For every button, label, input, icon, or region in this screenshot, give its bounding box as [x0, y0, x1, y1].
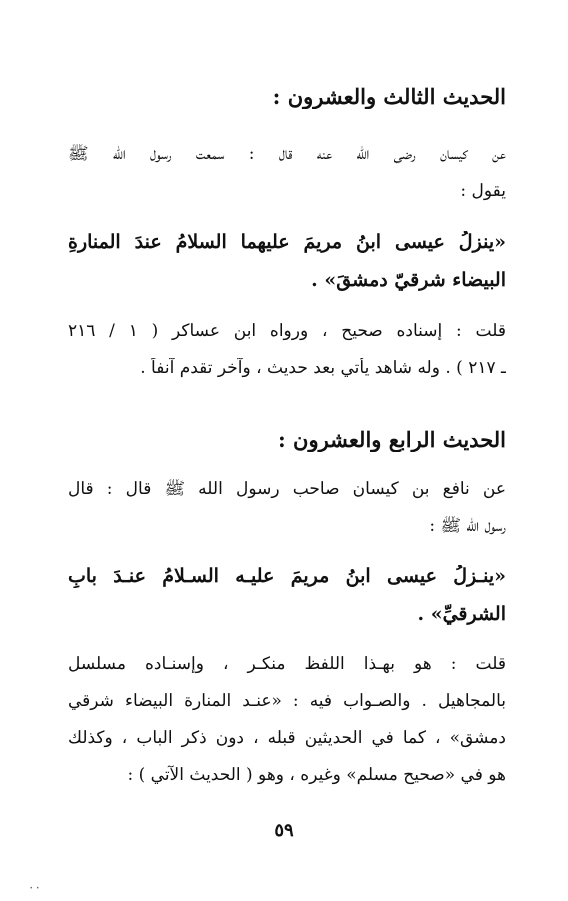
- hadith-23-comment-line-1: قلت : إسناده صحيح ، ورواه ابن عساكر ( ١ / ٢١٦: [68, 321, 506, 341]
- hadith-23-chain-line-1: عن كيسان رضي الله عنه قال : سمعت رسول الله ﷺ: [68, 144, 506, 164]
- hadith-24-chain-line-1: عن نافع بن كيسان صاحب رسول الله ﷺ قال : قال: [68, 479, 506, 499]
- hadith-24-comment-line-3: دمشق» ، كما في الحديثين قبله ، دون ذكر الباب ، وكذلك: [68, 728, 506, 748]
- page-number: ٥٩: [274, 820, 294, 841]
- hadith-23-text-line-1: «ينزلُ عيسى ابنُ مريمَ عليهما السلامُ عندَ المنارةِ: [68, 231, 506, 253]
- hadith-24-comment-line-2: بالمجاهيل . والصـواب فيه : «عنـد المنارة البيضاء شرقي: [68, 691, 506, 711]
- hadith-23-comment-line-2: ـ ٢١٧ ) . وله شاهد يأتي بعد حديث ، وآخر تقدم آنفاً .: [140, 358, 506, 378]
- hadith-23-heading: الحديث الثالث والعشرون :: [272, 84, 506, 109]
- margin-mark: ٠٠: [28, 880, 41, 894]
- hadith-23-chain-line-2: يقول :: [460, 181, 506, 201]
- hadith-24-text-line-1: «ينـزلُ عيسى ابنُ مريمَ عليـه السـلامُ عنـدَ بابِ: [68, 565, 506, 587]
- hadith-24-heading: الحديث الرابع والعشرون :: [277, 427, 506, 452]
- hadith-24-comment-line-1: قلت : هو بهـذا اللفظ منكـر ، وإسنـاده مسلسل: [68, 654, 506, 674]
- hadith-24-chain-line-2: رسول الله ﷺ :: [429, 516, 506, 536]
- hadith-24-text-line-2: الشرقيِّ» .: [417, 603, 506, 625]
- hadith-24-comment-line-4: هو في «صحيح مسلم» وغيره ، وهو ( الحديث الآتي ) :: [127, 765, 506, 785]
- hadith-23-text-line-2: البيضاء شرقيّ دمشقَ» .: [311, 269, 506, 291]
